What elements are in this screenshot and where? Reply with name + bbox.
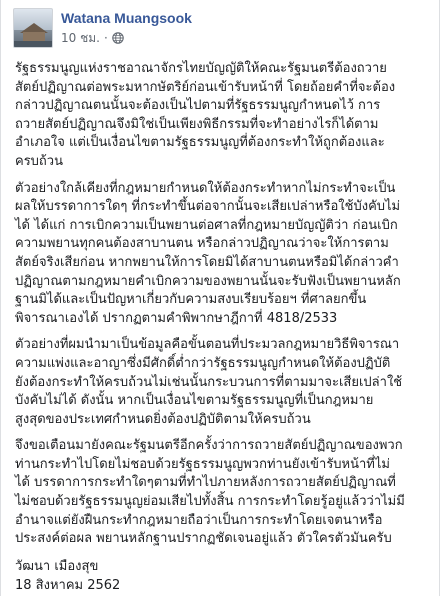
signature-name: วัฒนา เมืองสุข [15,558,99,574]
avatar-ground [14,41,52,47]
signature-date: 18 สิงหาคม 2562 [15,577,121,593]
post-paragraph: ตัวอย่างที่ผมนำมาเป็นข้อมูลคือขั้นตอนที่ประมวลกฎหมายวิธีพิจารณา ความแพ่งและอาญาซึ่งมีศักดิ์ต่ำกว่ารัฐธรรมนูญกำหนดให้ต้องปฏิบัติ ยังต้องกระทำให้ครบถ้วนไม่เช่นนั้นกระบวนการที่ตามมาจะเสียเปล่าใช้ บังคับไม่ได้ ดังนั้น หากเป็นเงื่อนไขตามรัฐธรรมนูญที่เป็นกฎหมาย สูงสุดของประเทศกำหนดยิ่งต้องปฏิบัติตามให้ครบถ้วน [15,337,403,427]
post-paragraph: รัฐธรรมนูญแห่งราชอาณาจักรไทยบัญญัติให้คณะรัฐมนตรีต้องถวาย สัตย์ปฏิญาณต่อพระมหากษัตริย์ก่อนเข้ารับหน้าที่ โดยถ้อยคำที่จะต้อง กล่าวปฏิญาณตนนั้นจะต้องเป็นไปตามที่รัฐธรรมนูญกำหนดไว้ การ ถวายสัตย์ปฏิญาณจึงมิใช่เป็นเพียงพิธีกรรมที่จะทำอย่างไรก็ได้ตาม อำเภอใจ แต่เป็นเงื่อนไขตามรัฐธรรมนูญที่ต้องกระทำให้ถูกต้องและ ครบถ้วน [15,61,396,169]
globe-icon[interactable] [112,32,124,44]
author-name-link[interactable]: Watana Muangsook [61,10,192,26]
post-paragraph: ตัวอย่างใกล้เคียงที่กฎหมายกำหนดให้ต้องกระทำหากไม่กระทำจะเป็น ผลให้บรรดาการใดๆ ที่กระทำขึ้นต่อจากนั้นจะเสียเปล่าหรือใช้บังคับไม่ ได้ ได้แก่ การเบิกความเป็นพยานต่อศาลที่กฎหมายบัญญัติว่า ก่อนเบิก ความพยานทุกคนต้องสาบานตน หรือกล่าวปฏิญาณว่าจะให้การตาม สัตย์จริงเสียก่อน หากพยานให้การโดยมิได้สาบานตนหรือมิได้กล่าวคำ ปฏิญาณตามกฎหมายคำเบิกความของพยานนั้นจะรับฟังเป็นพยานหลัก ฐานมิได้และเป็นปัญหาเกี่ยวกับความสงบเรียบร้อยฯ ที่ศาลยกขึ้น พิจารณาเองได้ ปรากฏตามคำพิพากษาฎีกาที่ 4818/2533 [15,180,401,326]
post-body [15,60,429,595]
post-meta [61,8,192,46]
post-header [13,8,192,54]
post-subline [61,30,192,46]
post-paragraph: จึงขอเตือนมายังคณะรัฐมนตรีอีกครั้งว่าการถวายสัตย์ปฏิญาณของพวก ท่านกระทำไปโดยไม่ชอบด้วยรัฐธรรมนูญพวกท่านยังเข้ารับหน้าที่ไม่ ได้ บรรดาการกระทำใดๆตามที่ทำไปภายหลังการถวายสัตย์ปฏิญาณที่ ไม่ชอบด้วยรัฐธรรมนูญย่อมเสียไปทั้งสิ้น การกระทำโดยรู้อยู่แล้วว่าไม่มี อำนาจแต่ยังฝืนกระทำกฎหมายถือว่าเป็นการกระทำโดยเจตนาหรือ ประสงค์ต่อผล พยานหลักฐานปรากฏชัดเจนอยู่แล้ว ตัวใครตัวมันครับ [15,438,405,547]
separator-dot: · [103,31,108,45]
post-timestamp-link[interactable]: 10 ชม. [61,31,100,45]
avatar[interactable] [13,8,53,48]
